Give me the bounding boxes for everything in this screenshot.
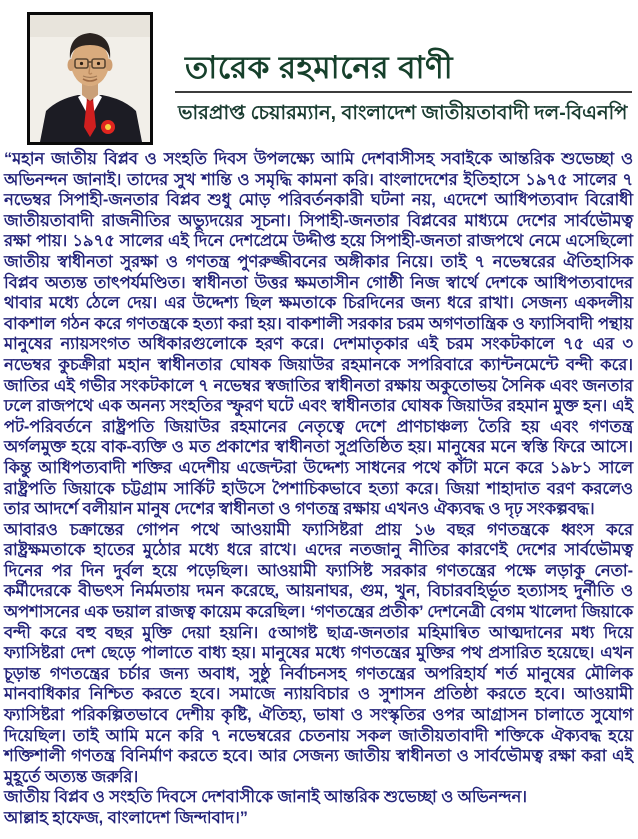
title-divider-line (175, 91, 632, 93)
statement-paragraph-4: আল্লাহ হাফেজ, বাংলাদেশ জিন্দাবাদ।” (4, 809, 248, 827)
portrait-illustration (30, 15, 150, 142)
portrait-photo (27, 12, 153, 145)
statement-paragraph-3: জাতীয় বিপ্লব ও সংহতি দিবসে দেশবাসীকে জানাই আন্তরিক শুভেচ্ছা ও অভিনন্দন। (4, 788, 527, 807)
statement-paragraph-1: “মহান জাতীয় বিপ্লব ও সংহতি দিবস উপলক্ষ্যে আমি দেশবাসীসহ সবাইকে আন্তরিক শুভেচ্ছা ও অভিনন্দন জানাই। তাদের সুখ শান্তি ও সমৃদ্ধি কামনা করি। বাংলাদেশের ইতিহাসে ১৯৭৫ সালের ৭ নভেম্বর সিপাহী-জনতার বিপ্লব শুধু মোড় পরিবর্তনকারী ঘটনা নয়, এদেশে আধিপত্যবাদ বিরোধী জাতীয়তাবাদী রাজনীতির অভ্যুদয়ের সূচনা। সিপাহী-জনতার বিপ্লবের মাধ্যমে দেশের সার্বভৌমত্ব রক্ষা পায়। ১৯৭৫ সালের এই দিনে দেশপ্রেমে উদ্দীপ্ত হয়ে সিপাহী-জনতা রাজপথে নেমে এসেছিলো জাতীয় স্বাধীনতা সুরক্ষা ও গণতন্ত্র পুণরুজ্জীবনের অঙ্গীকার নিয়ে। তাই ৭ নভেম্বরের ঐতিহাসিক বিপ্লব অত্যন্ত তাৎপর্যমণ্ডিত। স্বাধীনতা উত্তর ক্ষমতাসীন গোষ্ঠী নিজ স্বার্থে দেশকে আধিপত্যবাদের থাবার মধ্যে ঠেলে দেয়। এর উদ্দেশ্য ছিল ক্ষমতাকে চিরদিনের জন্য ধরে রাখা। সেজন্য একদলীয় বাকশাল গঠন করে গণতন্ত্রকে হত্যা করা হয়। বাকশালী সরকার চরম অগণতান্ত্রিক ও ফ্যাসিবাদী পন্থায় মানুষের ন্যায়সংগত অধিকারগুলোকে হরণ করে। দেশমাতৃকার এই চরম সংকটকালে ৭৫ এর ৩ নভেম্বর কুচক্রীরা মহান স্বাধীনতার ঘোষক জিয়াউর রহমানকে সপরিবারে ক্যান্টনমেন্টে বন্দী করে। জাতির এই গভীর সংকটকালে ৭ নভেম্বর স্বজাতির স্বাধীনতা রক্ষায় অকুতোভয় সৈনিক এবং জনতার ঢলে রাজপথে এক অনন্য সংহতির স্ফুরণ ঘটে এবং স্বাধীনতার ঘোষক জিয়াউর রহমান মুক্ত হন। এই পট-পরিবর্তনে রাষ্ট্রপতি জিয়াউর রহমানের নেতৃত্বে দেশে প্রাণচাঞ্চল্য তৈরি হয় এবং গণতন্ত্র অর্গলমুক্ত হয়ে বাক-ব্যক্তি ও মত প্রকাশের স্বাধীনতা সুপ্রতিষ্ঠিত হয়। মানুষের মনে স্বস্তি ফিরে আসে। কিন্তু আধিপত্যবাদী শক্তির এদেশীয় এজেন্টরা উদ্দেশ্য সাধনের পথে কাঁটা মনে করে ১৯৮১ সালে রাষ্ট্রপতি জিয়াকে চট্টগ্রাম সার্কিট হাউসে পৈশাচিকভাবে হত্যা করে। জিয়া শাহাদাত বরণ করলেও তার আদর্শে বলীয়ান মানুষ দেশের স্বাধীনতা ও গণতন্ত্র রক্ষায় এখনও ঐক্যবদ্ধ ও দৃঢ় সংকল্পবদ্ধ। (4, 150, 634, 519)
header (0, 0, 638, 150)
statement-paragraph-2: আবারও চক্রান্তের গোপন পথে আওয়ামী ফ্যাসিষ্টরা প্রায় ১৬ বছর গণতন্ত্রকে ধ্বংস করে রাষ্ট্রক্ষমতাকে হাতের মুঠোর মধ্যে ধরে রাখে। এদের নতজানু নীতির কারণেই দেশের সার্বভৌমত্ব দিনের পর দিন দুর্বল হয়ে পড়েছিল। আওয়ামী ফ্যাসিষ্ট সরকার গণতন্ত্রের পক্ষে লড়াকু নেতা-কর্মীদেরকে বীভৎস নির্মমতায় দমন করেছে, আয়নাঘর, গুম, খুন, বিচারবহির্ভূত হত্যাসহ দুর্নীতি ও অপশাসনের এক ভয়াল রাজত্ব কায়েম করেছিল। ‘গণতন্ত্রের প্রতীক’ দেশনেত্রী বেগম খালেদা জিয়াকে বন্দী করে বহু বছর মুক্তি দেয়া হয়নি। ৫আগষ্ট ছাত্র-জনতার মহিমান্বিত আত্মদানের মধ্য দিয়ে ফ্যাসিষ্টরা দেশ ছেড়ে পালাতে বাধ্য হয়। মানুষের মধ্যে গণতন্ত্রের মুক্তির পথ প্রসারিত হয়েছে। এখন চূড়ান্ত গণতন্ত্রের চর্চার জন্য অবাধ, সুষ্ঠু নির্বাচনসহ গণতন্ত্রের অপরিহার্য শর্ত মানুষের মৌলিক মানবাধিকার নিশ্চিত করতে হবে। সমাজে ন্যায়বিচার ও সুশাসন প্রতিষ্ঠা করতে হবে। আওয়ামী ফ্যাসিষ্টরা পরিকল্পিতভাবে দেশীয় কৃষ্টি, ঐতিহ্য, ভাষা ও সংস্কৃতির ওপর আগ্রাসন চালাতে সুযোগ দিয়েছিল। তাই আমি মনে করি ৭ নভেম্বরের চেতনায় সকল জাতীয়তাবাদী শক্তিকে ঐক্যবদ্ধ হয়ে শক্তিশালী গণতন্ত্র বিনির্মাণ করতে হবে। আর সেজন্য জাতীয় স্বাধীনতা ও সার্বভৌমত্ব রক্ষা করা এই মুহূর্তে অত্যন্ত জরুরি। (4, 520, 633, 786)
page-subtitle: ভারপ্রাপ্ত চেয়ারম্যান, বাংলাদেশ জাতীয়তাবাদী দল-বিএনপি (178, 102, 628, 124)
statement-body (4, 149, 633, 829)
page-title: তারেক রহমানের বাণী (185, 50, 454, 85)
